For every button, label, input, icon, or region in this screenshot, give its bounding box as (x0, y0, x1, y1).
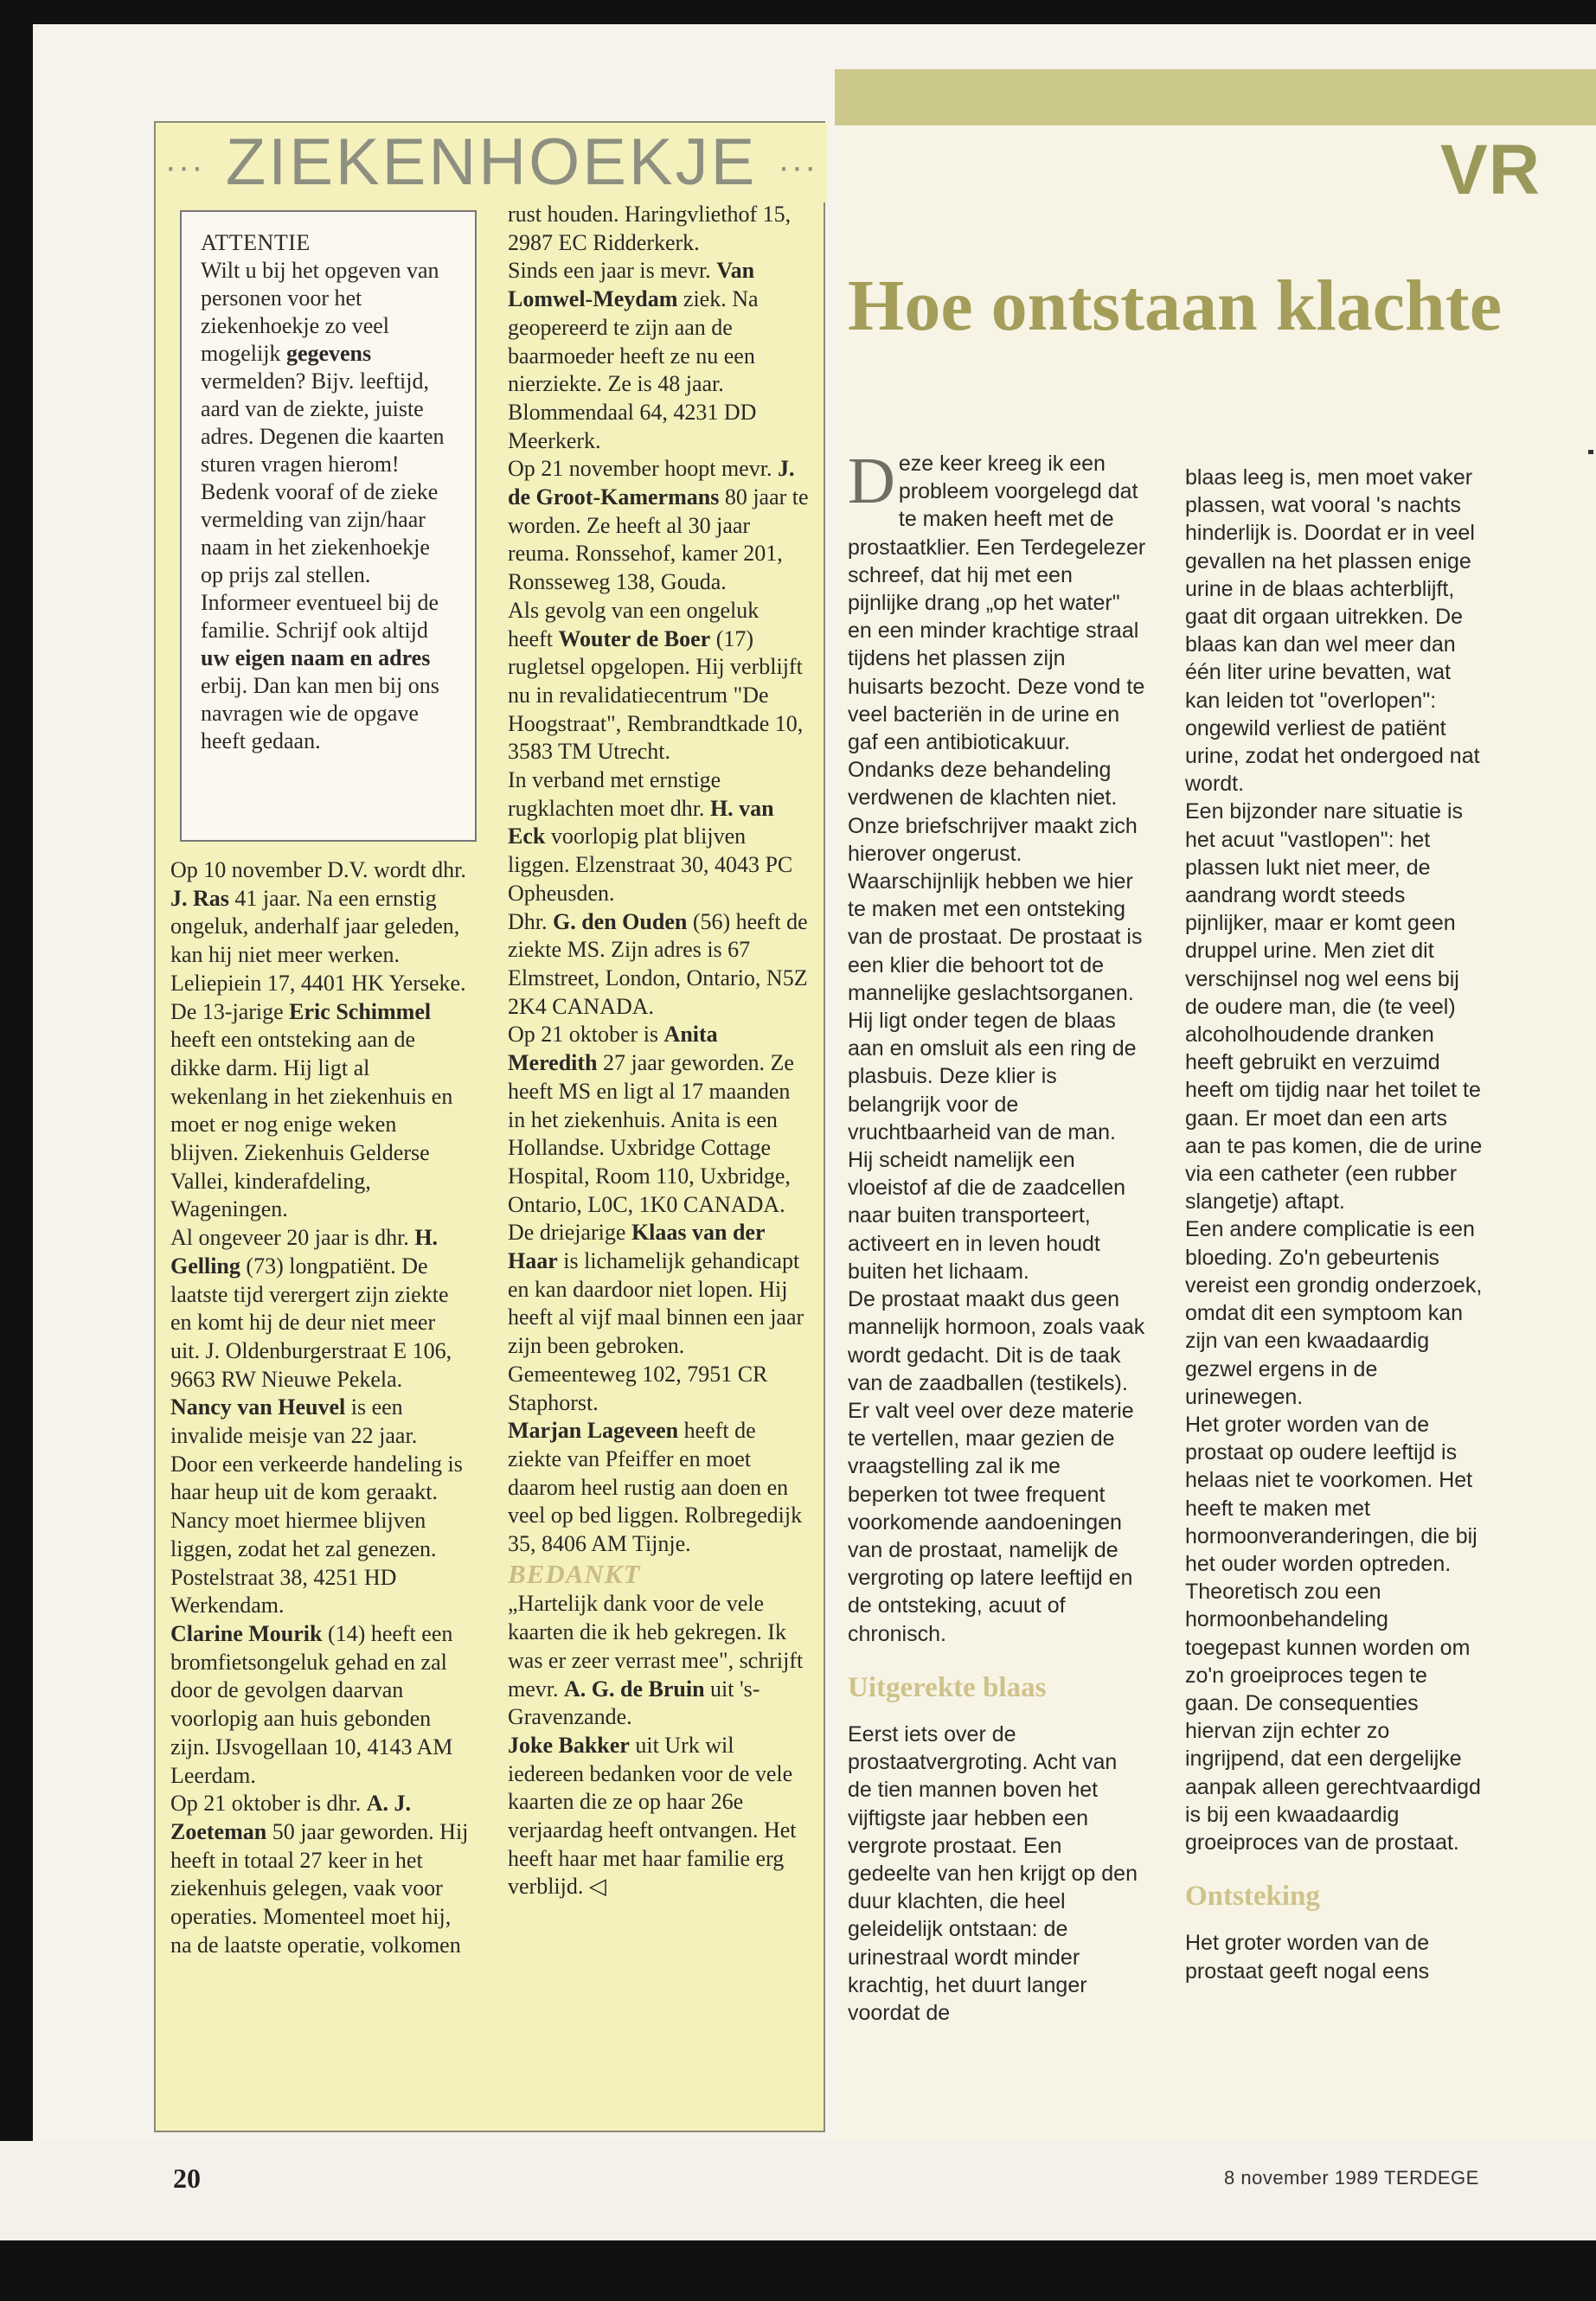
bedankt-item: „Hartelijk dank voor de vele kaarten die ik heb gekregen. Ik was er zeer verrast mee", schrijft mevr. A. G. de Bruin uit 's-Gravenzande. (508, 1591, 804, 1730)
person-name: A. J. Zoeteman (170, 1791, 412, 1844)
notice-item: Op 10 november D.V. wordt dhr. J. Ras 41 jaar. Na een ernstig ongeluk, anderhalf jaar geleden, kan hij niet meer werken. Leliepiein 17, 4401 HK Yerseke. (170, 857, 466, 996)
person-name: Eric Schimmel (289, 998, 432, 1024)
scan-border (0, 2240, 1596, 2301)
article-headline: Hoe ontstaan klachte (848, 266, 1502, 346)
notice-item: Dhr. G. den Ouden (56) heeft de ziekte MS. Zijn adres is 67 Elmstreet, London, Ontario, N5Z 2K4 CANADA. (508, 908, 808, 1019)
attentie-text: Wilt u bij het opgeven van personen voor het ziekenhoekje zo veel mogelijk gegevens vermelden? Bijv. leeftijd, aard van de ziekte, juiste adres. Degenen die kaarten sturen vragen hierom! Bedenk vooraf of de zieke vermelding van zijn/haar naam in het ziekenhoekje op prijs zal stellen. Informeer eventueel bij de familie. Schrijf ook altijd uw eigen naam en adres erbij. Dan kan men bij ons navragen wie de opgave heeft gedaan. (201, 258, 445, 753)
subhead-ontsteking: Ontsteking (1185, 1881, 1320, 1913)
person-name: Marjan Lageveen (508, 1418, 679, 1444)
person-name: G. den Ouden (553, 908, 688, 934)
person-name: H. van Eck (508, 795, 774, 849)
drop-cap: D (848, 450, 895, 517)
notice-item: De driejarige Klaas van der Haar is lichamelijk gehandicapt en kan daardoor niet lopen. Hij heeft al vijf maal binnen een jaar zijn been gebroken. Gemeenteweg 102, 7951 CR Staphorst. (508, 1220, 804, 1415)
title-text: ZIEKENHOEKJE (225, 125, 758, 199)
article-paragraph: blaas leeg is, men moet vaker plassen, wat vooral 's nachts hinderlijk is. Doordat er in veel gevallen na het plassen enige urine in de blaas achterblijft, gaat dit orgaan uitrekken. De blaas kan dan wel meer dan één liter urine bevatten, wat kan leiden tot "overlopen": ongewild verliest de patiënt urine, zodat het ondergoed nat wordt. (1185, 465, 1480, 797)
article-paragraph: Eerst iets over de prostaatvergroting. Acht van de tien mannen boven het vijftigste jaar hebben een vergrote prostaat. Een gedeelte van hen krijgt op den duur klachten, die heel geleidelijk ontstaan: de urinestraal wordt minder krachtig, het duurt langer voordat de (848, 1721, 1138, 2025)
page-number: 20 (173, 2163, 201, 2194)
article-paragraph: Waarschijnlijk hebben we hier te maken met een ontsteking van de prostaat. De prostaat is een klier die behoort tot de mannelijke geslachtsorganen. Hij ligt onder tegen de blaas aan en omsluit als een ring de plasbuis. Deze klier is belangrijk voor de vruchtbaarheid van de man. Hij scheidt namelijk een vloeistof af die de zaadcellen naar buiten transporteert, activeert en in leven houdt buiten het lichaam. (848, 869, 1143, 1284)
subhead-uitgerekte-blaas: Uitgerekte blaas (848, 1671, 1047, 1703)
section-label: VR (1440, 131, 1541, 209)
article-column-1 (848, 450, 1146, 2137)
title-dots-right: ··· (778, 147, 818, 186)
notice-item: Op 21 oktober is Anita Meredith 27 jaar geworden. Ze heeft MS en ligt al 17 maanden in het ziekenhuis. Anita is een Hollandse. Uxbridge Cottage Hospital, Room 110, Uxbridge, Ontario, L0C, 1K0 CANADA. (508, 1022, 794, 1217)
ziekenhoekje-column-2 (508, 201, 809, 2128)
bedankt-item: Joke Bakker uit Urk wil iedereen bedanken voor de vele kaarten die ze op haar 26e verjaardag heeft ontvangen. Het heeft haar met haar familie erg verblijd. ◁ (508, 1732, 797, 1900)
notice-item: Op 21 november hoopt mevr. J. de Groot-Kamermans 80 jaar te worden. Ze heeft al 30 jaar reuma. Ronssehof, kamer 201, Ronsseweg 138, Gouda. (508, 456, 809, 595)
article-paragraph: Het groter worden van de prostaat geeft nogal eens (1185, 1931, 1430, 1984)
article-paragraph: Deze keer kreeg ik een probleem voorgelegd dat te maken heeft met de prostaatklier. Een Terdegelezer schreef, dat hij met een pijnlijke drang „op het water" en een minder krachtige straal tijdens het plassen zijn huisarts bezocht. Deze vond te veel bacteriën in de urine en gaf een antibioticakuur. Ondanks deze behandeling verdwenen de klachten niet. Onze briefschrijver maakt zich hierover ongerust. (848, 450, 1146, 866)
person-name: Van Lomwel-Meydam (508, 258, 755, 312)
article-column-2 (1185, 464, 1484, 2137)
notice-item: Op 21 oktober is dhr. A. J. Zoeteman 50 jaar geworden. Hij heeft in totaal 27 keer in het ziekenhuis gelegen, vaak voor operaties. Momenteel moet hij, na de laatste operatie, volkomen (170, 1791, 469, 1958)
notice-item: Clarine Mourik (14) heeft een bromfietsongeluk gehad en zal door de gevolgen daarvan voorlopig aan huis gebonden zijn. IJsvogellaan 10, 4143 AM Leerdam. (170, 1620, 453, 1788)
notice-item: Marjan Lageveen heeft de ziekte van Pfeiffer en moet daarom heel rustig aan doen en veel op bed liggen. Rolbregedijk 35, 8406 AM Tijnje. (508, 1418, 803, 1557)
person-name: Klaas van der Haar (508, 1220, 766, 1274)
page-edge-mark (1588, 450, 1593, 454)
article-paragraph: Een andere complicatie is een bloeding. Zo'n gebeurtenis vereist een grondig onderzoek, omdat dit een symptoom kan zijn van een kwaadaardig gezwel ergens in de urinewegen. (1185, 1217, 1483, 1409)
person-name: J. Ras (170, 885, 229, 911)
person-name: Clarine Mourik (170, 1620, 323, 1646)
notice-item: rust houden. Haringvliethof 15, 2987 EC Ridderkerk. (508, 202, 792, 255)
person-name: H. Gelling (170, 1225, 439, 1279)
article-paragraph: Een bijzonder nare situatie is het acuut "vastlopen": het plassen lukt niet meer, de aandrang wordt steeds pijnlijker, maar er komt geen druppel urine. Men ziet dit verschijnsel nog wel eens bij de oudere man, die (te veel) alcoholhoudende dranken heeft gebruikt en verzuimd heeft om tijdig naar het toilet te gaan. Er moet dan een arts aan te pas komen, die de urine via een catheter (een rubber slangetje) aftapt. (1185, 799, 1483, 1215)
person-name: Wouter de Boer (558, 625, 711, 651)
title-dots-left: ··· (164, 147, 205, 186)
attentie-heading: ATTENTIE (201, 230, 311, 255)
notice-item: Als gevolg van een ongeluk heeft Wouter de Boer (17) rugletsel opgelopen. Hij verblijft nu in revalidatiecentrum "De Hoogstraat", Rembrandtkade 10, 3583 TM Utrecht. (508, 597, 804, 765)
notice-item: Sinds een jaar is mevr. Van Lomwel-Meydam ziek. Na geopereerd te zijn aan de baarmoeder heeft ze nu een nierziekte. Ze is 48 jaar. Blommendaal 64, 4231 DD Meerkerk. (508, 258, 759, 453)
right-header-band (835, 69, 1596, 125)
ziekenhoekje-column-1 (170, 856, 469, 2128)
article-paragraph: De prostaat maakt dus geen mannelijk hormoon, zoals vaak wordt gedacht. Dit is de taak van de zaadballen (testikels). Er valt veel over deze materie te vertellen, maar gezien de vraagstelling zal ik me beperken tot twee frequent voorkomende aandoeningen van de prostaat, namelijk de vergroting op latere leeftijd en de ontsteking, acuut of chronisch. (848, 1287, 1145, 1646)
notice-item: In verband met ernstige rugklachten moet dhr. H. van Eck voorlopig plat blijven liggen. Elzenstraat 30, 4043 PC Opheusden. (508, 767, 793, 906)
bedankt-heading: BEDANKT (508, 1558, 641, 1589)
article-paragraph: Het groter worden van de prostaat op oudere leeftijd is helaas niet te voorkomen. Het heeft te maken met hormoonveranderingen, die bij het ouder worden optreden. Theoretisch zou een hormoonbehandeling toegepast kunnen worden om zo'n groeiproces tegen te gaan. De consequenties hiervan zijn echter zo ingrijpend, dat een dergelijke aanpak alleen gerechtvaardigd is bij een kwaadaardig groeiproces van de prostaat. (1185, 1412, 1481, 1855)
ziekenhoekje-title (156, 123, 827, 202)
person-name: Nancy van Heuvel (170, 1394, 346, 1420)
person-name: J. de Groot-Kamermans (508, 456, 795, 510)
notice-item: De 13-jarige Eric Schimmel heeft een ontsteking aan de dikke darm. Hij ligt al wekenlang in het ziekenhuis en moet er nog enige weken blijven. Ziekenhuis Gelderse Vallei, kinderafdeling, Wageningen. (170, 998, 453, 1222)
notice-item: Nancy van Heuvel is een invalide meisje van 22 jaar. Door een verkeerde handeling is haar heup uit de kom geraakt. Nancy moet hiermee blijven liggen, zodat het zal genezen. Postelstraat 38, 4251 HD Werkendam. (170, 1394, 463, 1618)
issue-date: 8 november 1989 TERDEGE (1224, 2167, 1479, 2189)
person-name: Anita Meredith (508, 1022, 718, 1076)
attentie-notice (180, 210, 477, 842)
notice-item: Al ongeveer 20 jaar is dhr. H. Gelling (73) longpatiënt. De laatste tijd verergert zijn ziekte en komt hij de deur niet meer uit. J. Oldenburgerstraat E 106, 9663 RW Nieuwe Pekela. (170, 1225, 452, 1392)
